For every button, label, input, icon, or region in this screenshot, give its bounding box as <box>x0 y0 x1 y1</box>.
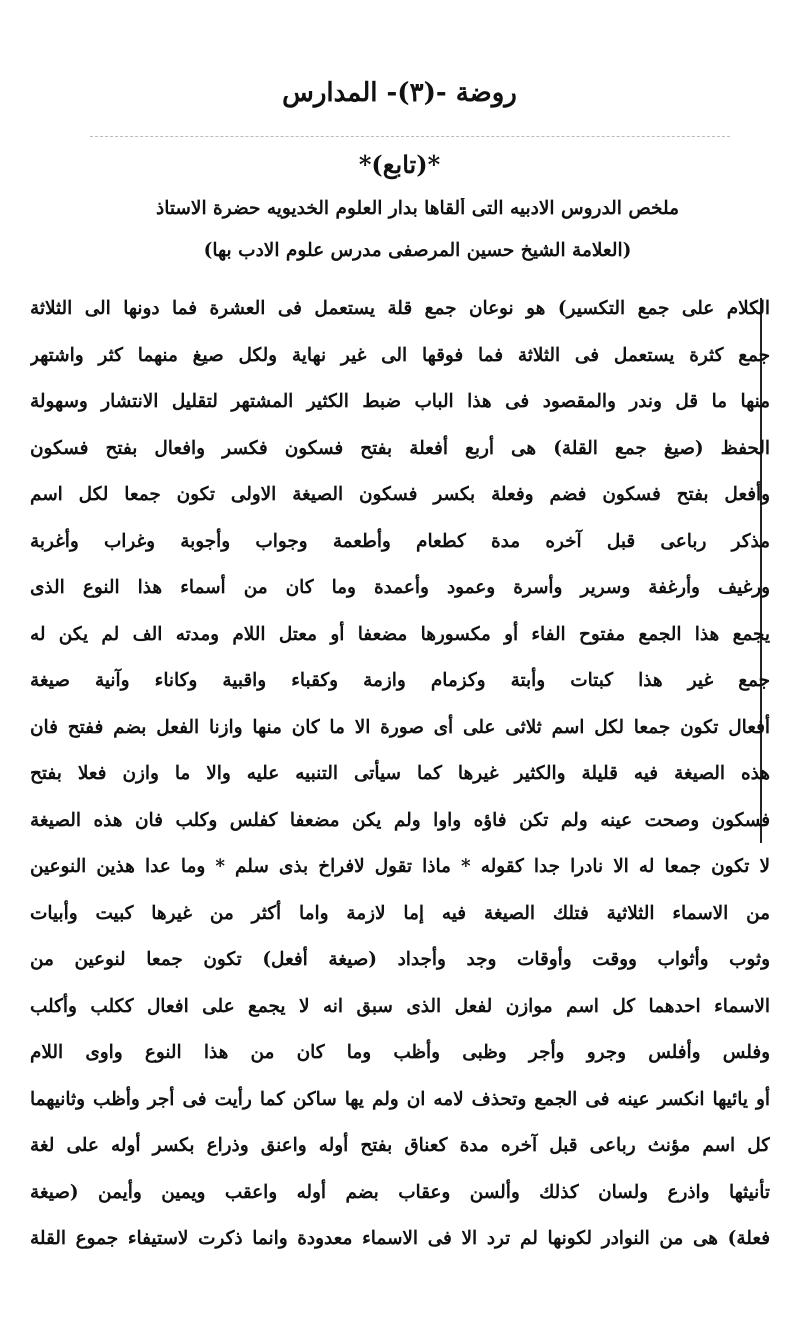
header-divider <box>90 136 730 137</box>
body-text <box>30 286 770 1263</box>
body-line: منها ما قل وندر والمقصود فى هذا الباب ضبط الكثير المشتهر لتقليل الانتشار وسهولة <box>30 391 770 412</box>
body-line: من الاسماء الثلاثية فتلك الصيغة فيه إما لازمة واما أكثر من غيرها كبيت وأبيات <box>30 902 770 924</box>
body-line: الكلام على جمع التكسير) هو نوعان جمع قلة يستعمل فى العشرة فما دونها الى الثلاثة <box>30 298 770 319</box>
body-line: لا تكون جمعا له الا نادرا جدا كقوله * ماذا تقول لافراخ بذى سلم * وما عدا هذين النوعين <box>30 856 770 877</box>
body-line: ورغيف وأرغفة وسرير وأسرة وعمود وأعمدة وما كان من أسماء هذا النوع الذى <box>30 577 770 598</box>
body-line: هذه الصيغة فيه قليلة والكثير غيرها كما سيأتى التنبيه عليه والا ما وازن فعلا بفتح <box>30 763 770 784</box>
subtitle-line: ملخص الدروس الادبيه التى ألقاها بدار العلوم الخديويه حضرة الاستاذ <box>155 198 680 219</box>
body-line: أفعال تكون جمعا لكل اسم ثلاثى على أى صورة الا ما كان منها وازنا الفعل بضم ففتح فان <box>30 716 770 738</box>
body-line: جمع غير هذا كبتات وأبتة وكزمام وازمة وكقباء واقبية وكاناء وآنية صيغة <box>30 670 770 691</box>
body-line: الحفظ (صيغ جمع القلة) هى أربع أفعلة بفتح فسكون فكسر وافعال بفتح فسكون <box>30 437 770 459</box>
body-line: فعلة) هى من النوادر لكونها لم ترد الا فى الاسماء معدودة وانما ذكرت لاستيفاء جموع القلة <box>30 1228 770 1249</box>
body-line: أو يائيها انكسر عينه فى الجمع وتحذف لامه ان ولم يها ساكن كما رأيت فى أجر وأظب وثانيهما <box>30 1088 770 1110</box>
body-line: جمع كثرة يستعمل فى الثلاثة فما فوقها الى غير نهاية ولكل صيغ منهما كثر واشتهر <box>30 344 770 366</box>
running-head: روضة -(٣)- المدارس <box>282 78 517 108</box>
body-line: وفلس وأفلس وجرو وأجر وظبى وأظب وما كان من هذا النوع واوى اللام <box>30 1042 770 1063</box>
body-line: كل اسم مؤنث رباعى قبل آخره مدة كعناق بفتح أوله واعنق وذراع بكسر أوله على لغة <box>30 1135 770 1156</box>
body-line: فسكون وصحت عينه ولم تكن فاؤه واوا ولم يكن مضعفا كفلس وكلب فان هذه الصيغة <box>30 809 770 831</box>
body-line: وثوب وأثواب ووقت وأوقات وجد وأجداد (صيغة أفعل) تكون جمعا لنوعين من <box>30 949 770 970</box>
body-line: وأفعل بفتح فسكون فضم وفعلة بكسر فسكون الصيغة الاولى تكون جمعا لكل اسم <box>30 484 770 505</box>
body-line: الاسماء احدهما كل اسم موازن لفعل الذى سبق انه لا يجمع على افعال ككلب وأكلب <box>30 995 770 1017</box>
body-line: مذكر رباعى قبل آخره مدة كطعام وأطعمة وجواب وأجوبة وغراب وأغربة <box>30 530 770 552</box>
body-line: تأنيثها واذرع ولسان كذلك وألسن وعقاب بضم أوله واعقب ويمين وأيمن (صيغة <box>30 1181 770 1203</box>
body-line: يجمع هذا الجمع مفتوح الفاء أو مكسورها مضعفا أو معتل اللام ومدته الف لم يكن له <box>30 623 770 645</box>
section-label: *(تابع)* <box>358 150 441 179</box>
subtitle-line: (العلامة الشيخ حسين المرصفى مدرس علوم الادب بها) <box>203 240 632 261</box>
